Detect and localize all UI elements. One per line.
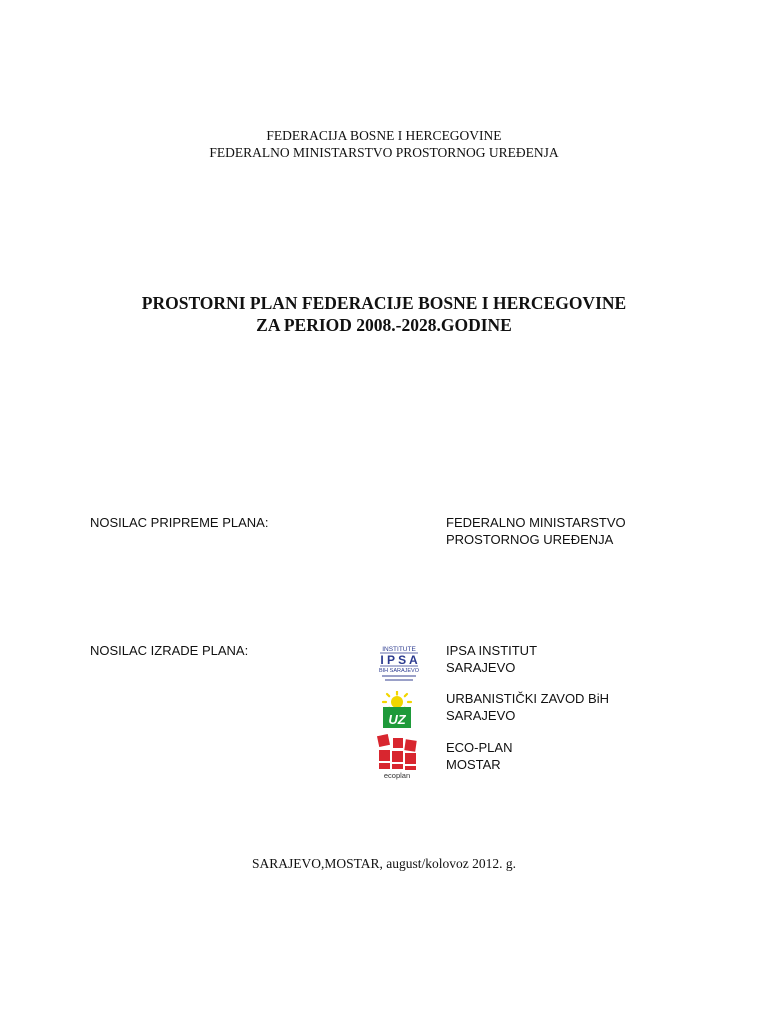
preparation-value-line-1: FEDERALNO MINISTARSTVO: [446, 515, 626, 530]
header-ministry: FEDERALNO MINISTARSTVO PROSTORNOG UREĐENJA: [209, 145, 559, 160]
ecoplan-organization: [446, 739, 512, 773]
preparation-value-line-2: PROSTORNOG UREĐENJA: [446, 532, 614, 547]
uz-name: URBANISTIČKI ZAVOD BiH: [446, 691, 610, 706]
preparation-label: NOSILAC PRIPREME PLANA:: [90, 515, 269, 530]
header-federation: FEDERACIJA BOSNE I HERCEGOVINE: [266, 128, 502, 143]
ipsa-organization: [446, 642, 537, 676]
uz-organization: [446, 690, 609, 724]
ipsa-logo-institute-text: INSTITUTE: [382, 646, 416, 653]
uz-logo: [380, 691, 414, 734]
ipsa-name: IPSA INSTITUT: [446, 643, 538, 658]
ecoplan-logo: [375, 733, 419, 786]
title-line-1: PROSTORNI PLAN FEDERACIJE BOSNE I HERCEGOVINE: [141, 293, 627, 313]
uz-logo-text: UZ: [388, 712, 406, 727]
document-header: [0, 127, 768, 161]
ipsa-city: SARAJEVO: [446, 660, 516, 675]
ecoplan-city: MOSTAR: [446, 757, 501, 772]
footer-place: SARAJEVO,MOSTAR,: [251, 856, 383, 871]
ecoplan-logo-graphic: [375, 733, 419, 781]
ipsa-logo-graphic: [376, 643, 422, 683]
development-label: NOSILAC IZRADE PLANA:: [90, 643, 249, 658]
document-title: [0, 292, 768, 336]
ecoplan-name: ECO-PLAN: [446, 740, 513, 755]
preparation-value: [446, 514, 626, 548]
uz-logo-graphic: [380, 691, 414, 729]
ipsa-logo: [376, 643, 422, 688]
title-line-2: ZA PERIOD 2008.-2028.GODINE: [256, 315, 512, 335]
ecoplan-logo-text: ecoplan: [383, 771, 411, 780]
uz-city: SARAJEVO: [446, 708, 516, 723]
document-footer: [0, 855, 768, 872]
ipsa-logo-city-text: BIH SARAJEVO: [378, 668, 420, 674]
ipsa-logo-name-text: I P S A: [380, 653, 418, 667]
footer-date: august/kolovoz 2012. g.: [382, 856, 517, 871]
